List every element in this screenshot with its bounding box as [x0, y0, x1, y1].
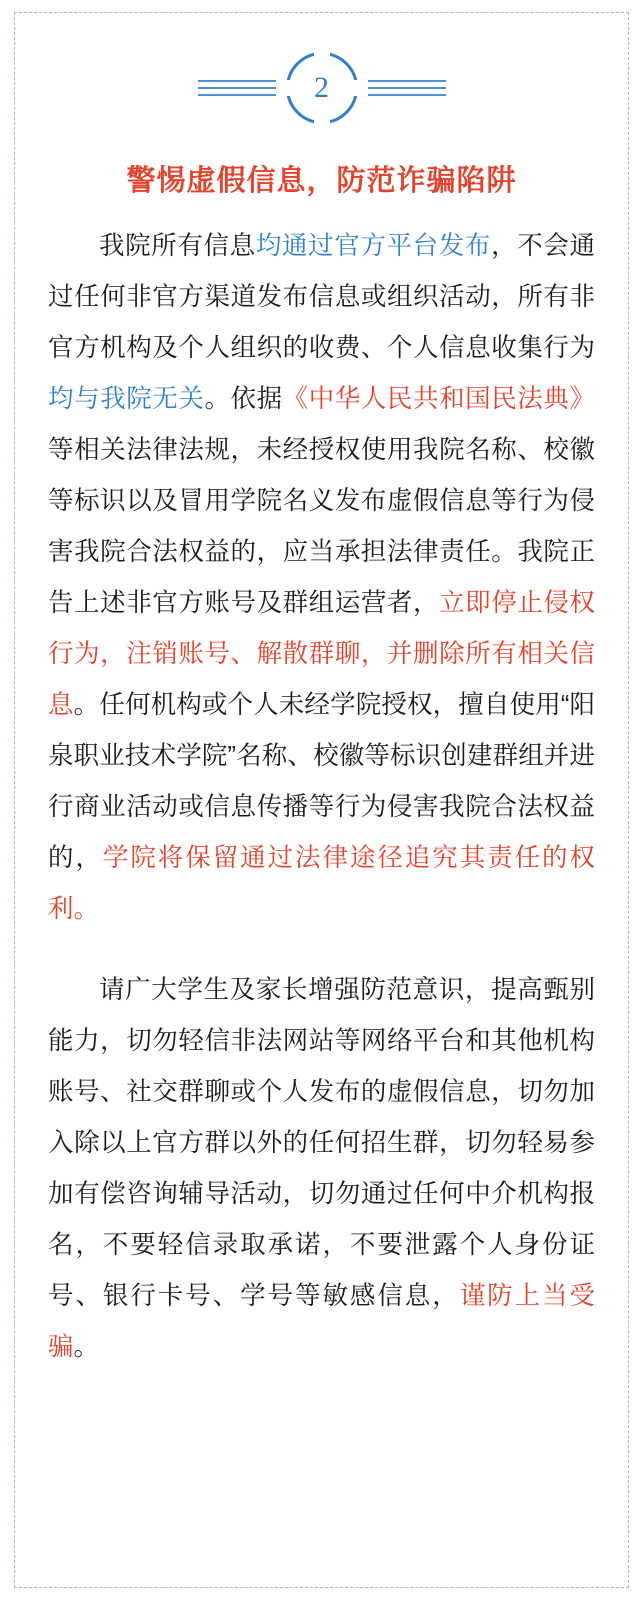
- p1-highlight-cease-infringement: 立即停止侵权行为，注销账号、解散群聊，并删除所有相关信息: [48, 589, 595, 719]
- badge-right-lines-icon: [368, 80, 446, 96]
- badge-circle-icon: [286, 52, 358, 124]
- p1-seg5: 。依据: [204, 385, 283, 413]
- section-heading: 警惕虚假信息，防范诈骗陷阱: [126, 165, 517, 197]
- p2-seg1: 请广大学生及家长增强防范意识，提高甄别能力，切勿轻信非法网站等网络平台和其他机构账号、社交群聊或个人发布的虚假信息，切勿加入除以上官方群以外的任何招生群，切勿轻易参加有偿咨询辅导活动，切勿通过任何中介机构报名，不要轻信录取承诺，不要泄露个人身份证号、银行卡号、学号等敏感信息，: [48, 976, 595, 1310]
- p2-seg3: 。: [73, 1333, 100, 1361]
- p1-highlight-official-platform: 均通过官方平台发布: [255, 232, 492, 260]
- paragraph-two: [48, 965, 595, 1373]
- section-badge: [48, 52, 595, 124]
- badge-left-lines-icon: [198, 80, 276, 96]
- p1-seg1: 我院所有信息: [99, 232, 256, 260]
- p2-highlight-beware-fraud: 谨防上当受骗: [48, 1282, 595, 1361]
- paragraph-one: [48, 221, 595, 935]
- badge-number: 2: [314, 71, 329, 104]
- p1-highlight-civil-code: 《中华人民共和国民法典》: [282, 385, 595, 413]
- p1-highlight-legal-rights: 学院将保留通过法律途径追究其责任的权利。: [48, 844, 595, 923]
- p1-seg7: 等相关法律法规，未经授权使用我院名称、校徽等标识以及冒用学院名义发布虚假信息等行为侵害我院合法权益的，应当承担法律责任。我院正告上述非官方账号及群组运营者，: [48, 436, 595, 617]
- p1-seg9: 。任何机构或个人未经学院授权，擅自使用“阳泉职业技术学院”名称、校徽等标识创建群组并进行商业活动或信息传播等行为侵害我院合法权益的，: [48, 691, 595, 872]
- p1-highlight-unrelated: 均与我院无关: [48, 385, 205, 413]
- p1-seg3: ，不会通过任何非官方渠道发布信息或组织活动，所有非官方机构及个人组织的收费、个人信息收集行为: [48, 232, 595, 362]
